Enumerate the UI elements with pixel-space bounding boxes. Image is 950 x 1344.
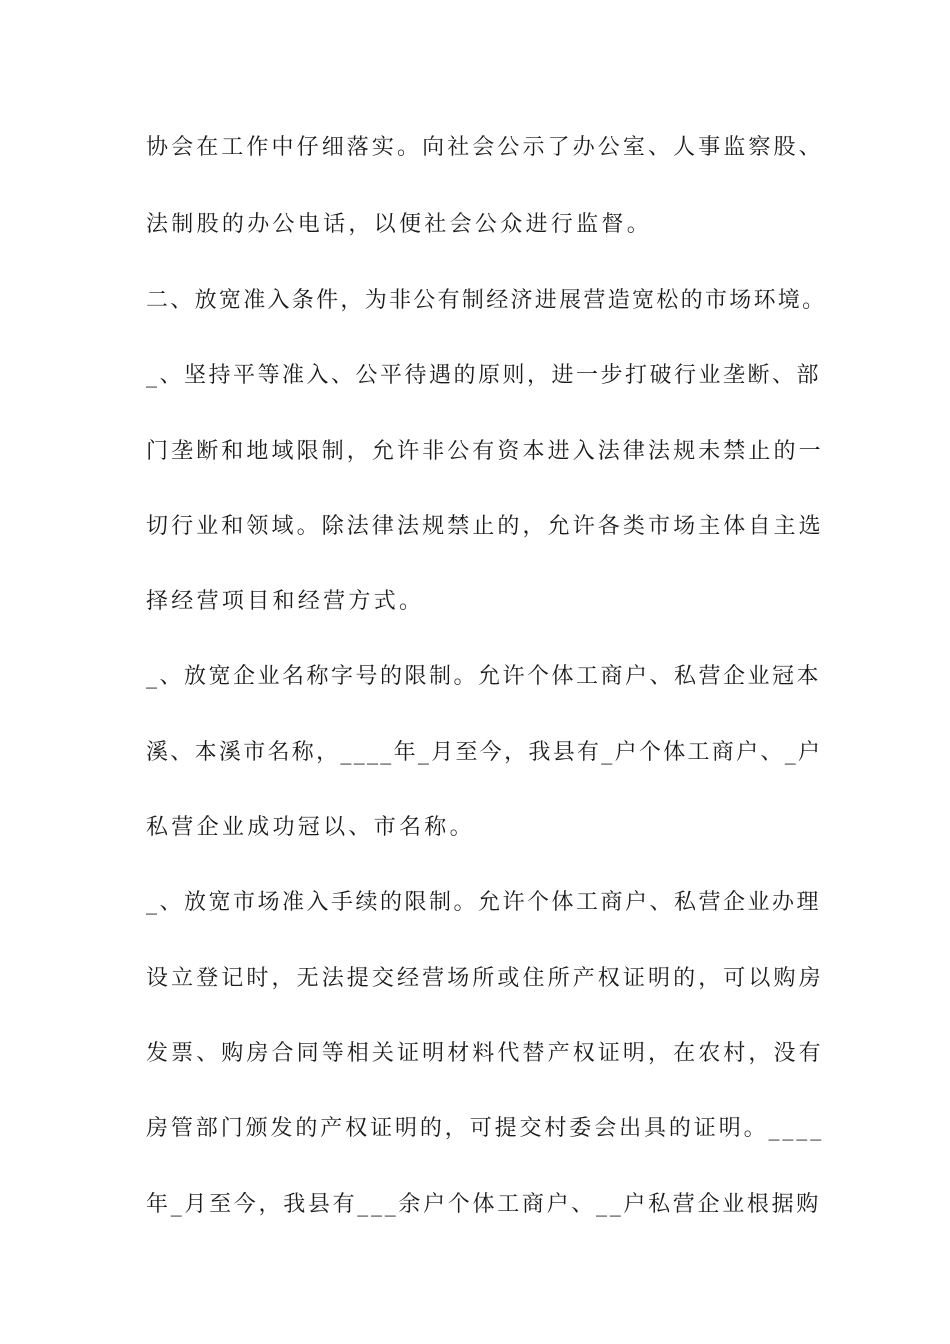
- text-line: 溪、本溪市名称，____年_月至今，我县有_户个体工商户、_户: [146, 740, 823, 765]
- text-line: 协会在工作中仔细落实。向社会公示了办公室、人事监察股、: [146, 135, 824, 160]
- text-line: 法制股的办公电话，以便社会公众进行监督。: [146, 212, 653, 237]
- section-heading: 二、放宽准入条件，为非公有制经济进展营造宽松的市场环境。: [146, 288, 827, 313]
- text-line: 发票、购房合同等相关证明材料代替产权证明，在农村，没有: [146, 1041, 824, 1066]
- text-line: 房管部门颁发的产权证明的，可提交村委会出具的证明。____: [146, 1116, 825, 1141]
- text-line: _、放宽市场准入手续的限制。允许个体工商户、私营企业办理: [146, 890, 822, 915]
- text-line: 门垄断和地域限制，允许非公有资本进入法律法规未禁止的一: [146, 439, 824, 464]
- text-line: _、放宽企业名称字号的限制。允许个体工商户、私营企业冠本: [146, 664, 822, 689]
- text-line: 私营企业成功冠以、市名称。: [146, 815, 475, 840]
- text-line: 年_月至今，我县有___余户个体工商户、__户私营企业根据购: [146, 1192, 822, 1217]
- text-line: _、坚持平等准入、公平待遇的原则，进一步打破行业垄断、部: [146, 363, 822, 388]
- text-line: 设立登记时，无法提交经营场所或住所产权证明的，可以购房: [146, 966, 824, 991]
- text-line: 切行业和领域。除法律法规禁止的，允许各类市场主体自主选: [146, 514, 824, 539]
- text-line: 择经营项目和经营方式。: [146, 589, 425, 614]
